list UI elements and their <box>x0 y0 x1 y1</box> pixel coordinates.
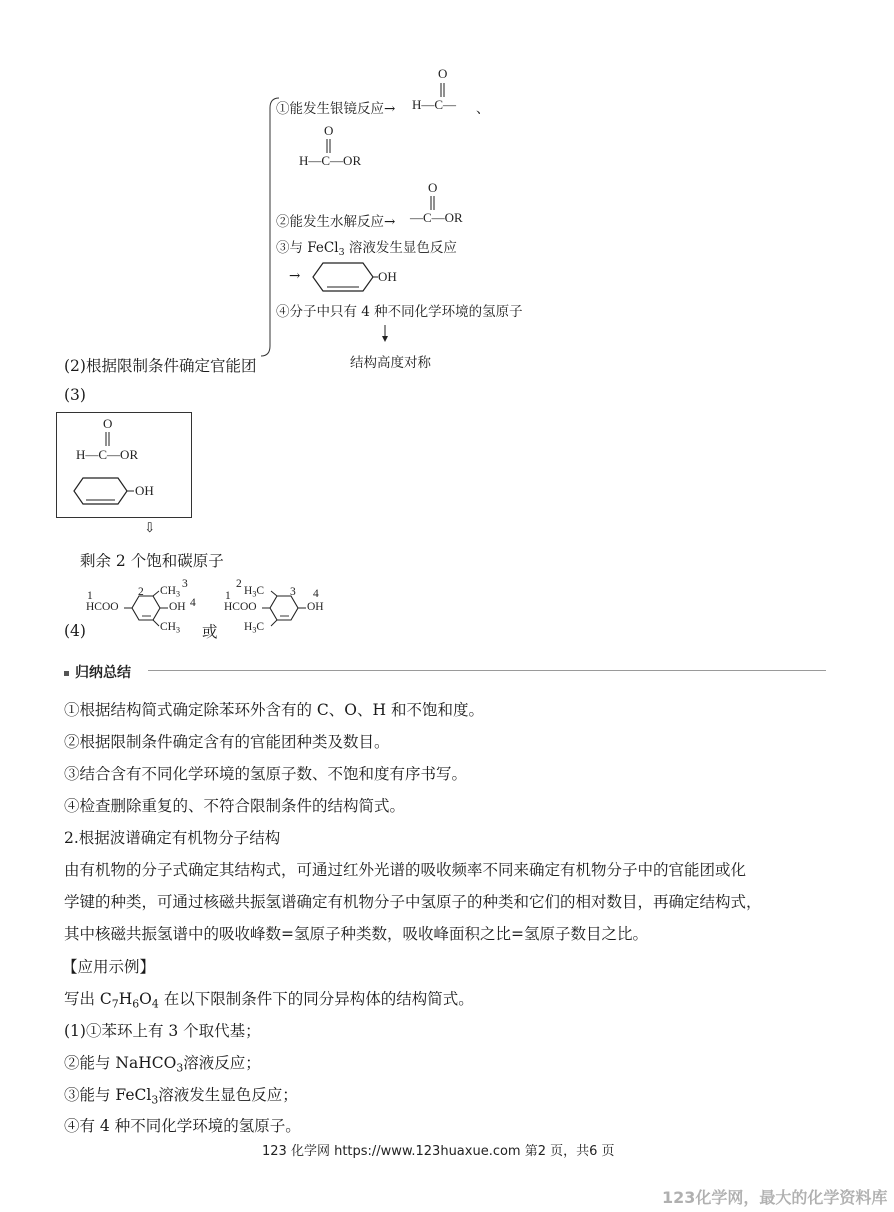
carbonyl-o-1: O <box>438 66 448 81</box>
box-carbonyl-o: O <box>103 416 113 431</box>
s1-num-2: 2 <box>138 586 144 598</box>
section-2-para-line-3: 其中核磁共振氢谱中的吸收峰数=氢原子种类数，吸收峰面积之比=氢原子数目之比。 <box>64 925 648 943</box>
example-question: 写出 $C_7H_6O_4$ 在以下限制条件下的同分异构体的结构简式。 <box>64 990 474 1011</box>
box-formate: H—C—OR <box>76 447 139 462</box>
box-phenol-oh: OH <box>135 483 154 498</box>
condition-1: (1)①苯环上有 3 个取代基； <box>64 1022 261 1040</box>
s1-ch3-top: $CH_3$ <box>160 585 181 599</box>
aldehyde-group: H—C— <box>412 97 457 112</box>
phenol-arrow: → <box>289 268 301 284</box>
remaining-carbons: 剩余 2 个饱和碳原子 <box>80 552 224 570</box>
s1-num-3: 3 <box>182 578 188 590</box>
or-word: 或 <box>202 623 218 641</box>
summary-heading: 归纳总结 <box>64 662 131 682</box>
section-2-para-line-2: 学键的种类，可通过核磁共振氢谱确定有机物分子中氢原子的种类和它们的相对数目，再确定结构式， <box>64 893 762 911</box>
site-watermark: 123化学网，最大的化学资料库 <box>662 1188 888 1207</box>
carbonyl-o-3: O <box>428 180 438 195</box>
phenol-oh: OH <box>378 269 397 284</box>
separator-comma: 、 <box>476 101 490 117</box>
summary-point-4: ④检查删除重复的、不符合限制条件的结构简式。 <box>64 797 406 815</box>
summary-point-2: ②根据限制条件确定含有的官能团种类及数目。 <box>64 733 390 751</box>
condition-hydrogen-env: ④分子中只有 4 种不同化学环境的氢原子 <box>276 304 523 320</box>
item-3-label: (3) <box>64 386 86 404</box>
bullet-dot <box>64 671 69 676</box>
s2-oh: OH <box>307 601 324 613</box>
condition-silver-mirror: ①能发生银镜反应→ <box>276 101 396 117</box>
s1-num-1: 1 <box>87 590 93 602</box>
ester-group: —C—OR <box>410 210 463 225</box>
s2-num-2: 2 <box>236 578 242 590</box>
example-tag: 【应用示例】 <box>62 958 156 976</box>
s1-ch3-bottom: $CH_3$ <box>160 621 181 635</box>
item-2-label: (2)根据限制条件确定官能团 <box>64 357 257 375</box>
condition-fecl3: ③与 FeCl$_3$ 溶液发生显色反应 <box>276 240 457 258</box>
s2-h3c-top: $H_3C$ <box>244 585 265 599</box>
s2-num-4: 4 <box>313 588 319 600</box>
s1-oh: OH <box>169 601 186 613</box>
s1-num-4: 4 <box>190 597 196 609</box>
formate-group: H—C—OR <box>299 153 362 168</box>
section-2-heading: 2.根据波谱确定有机物分子结构 <box>64 829 281 847</box>
section-2-para-line-1: 由有机物的分子式确定其结构式，可通过红外光谱的吸收频率不同来确定有机物分子中的官能团或化 <box>64 861 747 879</box>
s1-hcoo: HCOO <box>86 601 119 613</box>
summary-point-1: ①根据结构简式确定除苯环外含有的 C、O、H 和不饱和度。 <box>64 701 484 719</box>
condition-hydrolysis: ②能发生水解反应→ <box>276 214 396 230</box>
condition-2: ②能与 NaHCO$_3$溶液反应； <box>64 1054 261 1075</box>
s2-num-3: 3 <box>290 586 296 598</box>
item-4-label: (4) <box>64 622 86 640</box>
s2-num-1: 1 <box>225 590 231 602</box>
s2-h3c-bottom: $H_3C$ <box>244 621 265 635</box>
s2-hcoo: HCOO <box>224 601 257 613</box>
condition-3: ③能与 FeCl$_3$溶液发生显色反应； <box>64 1086 298 1107</box>
page-footer: 123 化学网 https://www.123huaxue.com 第2 页，共6 页 <box>262 1144 615 1159</box>
carbonyl-o-2: O <box>324 123 334 138</box>
condition-4: ④有 4 种不同化学环境的氢原子。 <box>64 1117 301 1135</box>
down-arrow: ⇩ <box>144 520 156 536</box>
summary-divider <box>148 670 826 671</box>
conclusion-symmetric: 结构高度对称 <box>350 355 431 371</box>
summary-point-3: ③结合含有不同化学环境的氢原子数、不饱和度有序书写。 <box>64 765 468 783</box>
